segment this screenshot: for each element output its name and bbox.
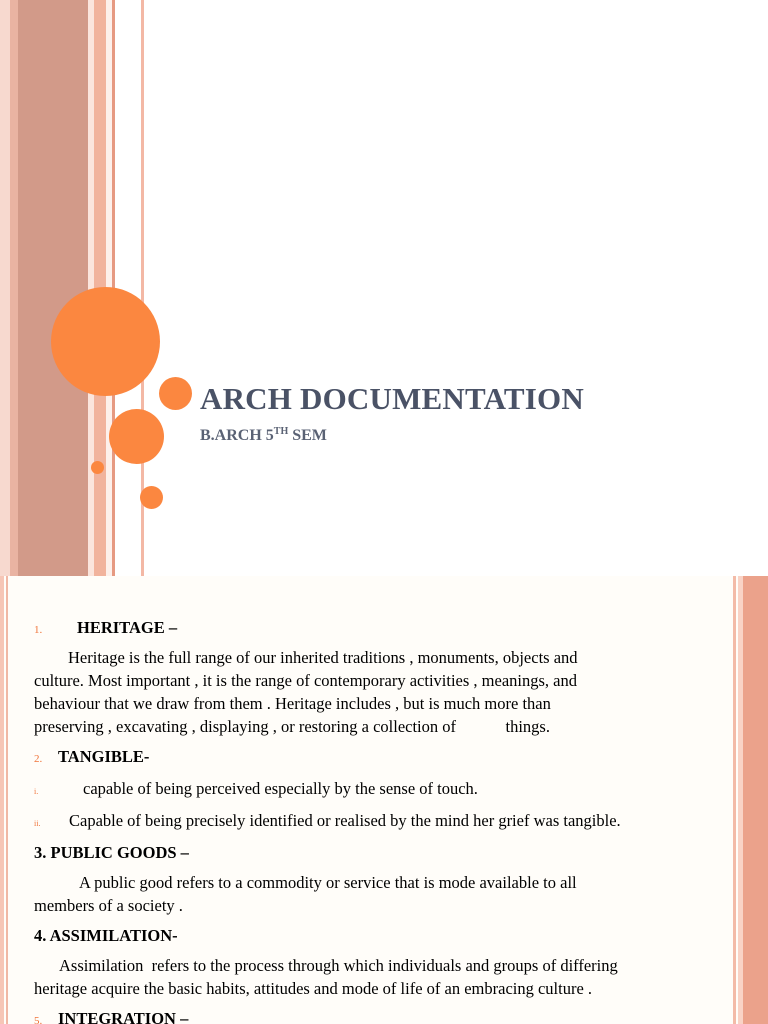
- section-heading-tangible: [34, 745, 724, 771]
- list-item: [34, 809, 724, 835]
- decorative-circle: [51, 287, 160, 396]
- decorative-band: [0, 0, 10, 576]
- paragraph-line: members of a society .: [34, 896, 183, 915]
- paragraph-line: preserving , excavating , displaying , or restoring a collection of things.: [34, 717, 550, 736]
- decorative-circle: [91, 461, 104, 474]
- section-heading-heritage: [34, 616, 724, 639]
- paragraph-line: culture. Most important , it is the range of contemporary activities , meanings, and: [34, 671, 577, 690]
- section-heading-public-goods: 3. PUBLIC GOODS –: [34, 843, 189, 862]
- section-number: 2.: [34, 753, 43, 765]
- list-marker: ii.: [34, 819, 41, 828]
- section-number: 5.: [34, 1015, 43, 1024]
- decorative-band: [10, 0, 18, 576]
- paragraph-line: behaviour that we draw from them . Heritage includes , but is much more than: [34, 694, 551, 713]
- list-item-text: capable of being perceived especially by the sense of touch.: [83, 779, 478, 798]
- list-marker: i.: [34, 787, 39, 796]
- paragraph-line: Heritage is the full range of our inherited traditions , monuments, objects and: [68, 648, 578, 667]
- decorative-band: [18, 0, 88, 576]
- section-heading-assimilation: 4. ASSIMILATION-: [34, 926, 178, 945]
- decorative-band: [743, 576, 768, 1024]
- subtitle-superscript: TH: [273, 426, 289, 437]
- subtitle-text: B.ARCH 5: [200, 427, 274, 444]
- section-heading-integration: [34, 1007, 724, 1024]
- decorative-circle: [140, 486, 163, 509]
- decorative-band: [0, 576, 4, 1024]
- paragraph-line: Assimilation refers to the process through which individuals and groups of differing: [59, 956, 618, 975]
- section-heading-text: HERITAGE –: [77, 618, 178, 637]
- decorative-circle: [159, 377, 192, 410]
- paragraph-line: heritage acquire the basic habits, attitudes and mode of life of an embracing culture .: [34, 979, 593, 998]
- section-number: 1.: [34, 624, 43, 636]
- list-item: [34, 777, 724, 803]
- section-heading-text: INTEGRATION –: [58, 1009, 189, 1024]
- slide-subtitle: [200, 426, 327, 445]
- list-item-text: Capable of being precisely identified or realised by the mind her grief was tangible.: [69, 811, 621, 830]
- paragraph-line: A public good refers to a commodity or service that is mode available to all: [79, 873, 577, 892]
- slide-title: ARCH DOCUMENTATION: [200, 381, 584, 416]
- content-slide: [0, 576, 768, 1024]
- decorative-band: [733, 576, 736, 1024]
- decorative-band: [6, 576, 8, 1024]
- subtitle-suffix: SEM: [288, 427, 327, 444]
- definitions-list: [34, 616, 724, 1024]
- decorative-circle: [109, 409, 164, 464]
- section-heading-text: TANGIBLE-: [58, 747, 150, 766]
